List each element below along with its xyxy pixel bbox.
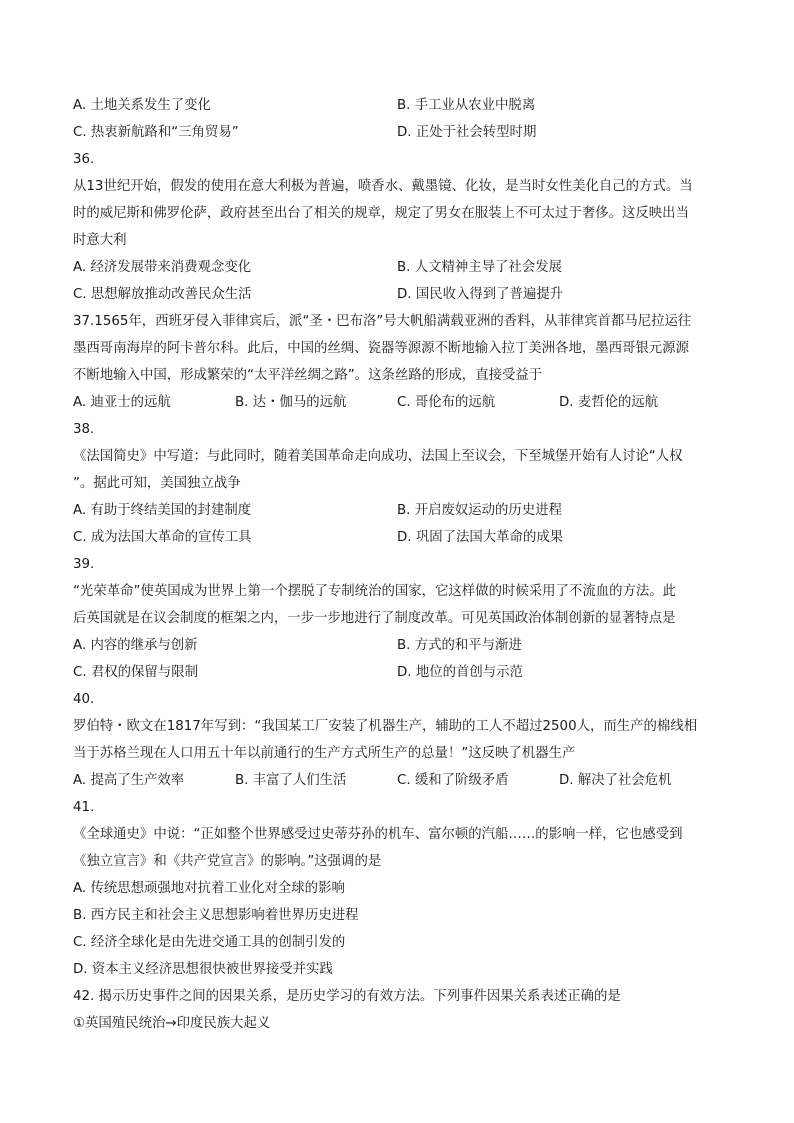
q41-number: 41. [73, 800, 95, 815]
q38-number: 38. [73, 422, 95, 437]
q37-options-row [73, 389, 723, 416]
q37-option-b: B. 达・伽马的远航 [235, 395, 347, 410]
q39-option-b: B. 方式的和平与渐进 [397, 638, 522, 653]
q35-option-b: B. 手工业从农业中脱离 [397, 98, 536, 113]
q35-option-d: D. 正处于社会转型时期 [397, 125, 537, 140]
q40-option-d: D. 解决了社会危机 [559, 773, 672, 788]
q35-option-c: C. 热衷新航路和“三角贸易” [73, 125, 239, 140]
q40-option-b: B. 丰富了人们生活 [235, 773, 347, 788]
q35-options-row-2 [73, 119, 723, 146]
q41-option-b: B. 西方民主和社会主义思想影响着世界历史进程 [73, 908, 359, 923]
q37-stem-line-3: 不断地输入中国，形成繁荣的“太平洋丝绸之路”。这条丝路的形成，直接受益于 [73, 368, 543, 383]
q42-stem-line-1: 42. 揭示历史事件之间的因果关系，是历史学习的有效方法。下列事件因果关系表述正确的是 [73, 989, 621, 1004]
exam-page [73, 92, 723, 1037]
q36-option-d: D. 国民收入得到了普遍提升 [397, 287, 564, 302]
q35-options-row-1 [73, 92, 723, 119]
q38-stem-line-2: ”。据此可知，美国独立战争 [73, 476, 241, 491]
q41-option-c: C. 经济全球化是由先进交通工具的创制引发的 [73, 935, 346, 950]
q38-option-d: D. 巩固了法国大革命的成果 [397, 530, 564, 545]
q39-option-d: D. 地位的首创与示范 [397, 665, 523, 680]
q38-options-row-2 [73, 524, 723, 551]
q37-option-c: C. 哥伦布的远航 [397, 395, 496, 410]
q39-option-a: A. 内容的继承与创新 [73, 638, 198, 653]
q40-number: 40. [73, 692, 95, 707]
q39-number: 39. [73, 557, 95, 572]
q42-item-1: ①英国殖民统治→印度民族大起义 [73, 1016, 271, 1031]
q39-stem-line-2: 后英国就是在议会制度的框架之内，一步一步地进行了制度改革。可见英国政治体制创新的显著特点是 [73, 611, 676, 626]
q41-option-d: D. 资本主义经济思想很快被世界接受并实践 [73, 962, 333, 977]
q36-option-a: A. 经济发展带来消费观念变化 [73, 260, 252, 275]
q39-option-c: C. 君权的保留与限制 [73, 665, 198, 680]
q38-options-row-1 [73, 497, 723, 524]
q40-stem-line-1: 罗伯特・欧文在1817年写到：“我国某工厂安装了机器生产，辅助的工人不超过2500人，而生产的棉线相 [73, 719, 698, 734]
q40-options-row [73, 767, 723, 794]
q37-option-d: D. 麦哲伦的远航 [559, 395, 659, 410]
q40-option-a: A. 提高了生产效率 [73, 773, 185, 788]
q36-option-b: B. 人文精神主导了社会发展 [397, 260, 562, 275]
q36-stem-line-2: 时的威尼斯和佛罗伦萨，政府甚至出台了相关的规章，规定了男女在服装上不可太过于奢侈。这反映出当 [73, 206, 689, 221]
q38-option-a: A. 有助于终结美国的封建制度 [73, 503, 252, 518]
q41-option-a: A. 传统思想顽强地对抗着工业化对全球的影响 [73, 881, 345, 896]
q38-option-c: C. 成为法国大革命的宣传工具 [73, 530, 252, 545]
q36-stem-line-3: 时意大利 [73, 233, 127, 248]
q40-option-c: C. 缓和了阶级矛盾 [397, 773, 509, 788]
q37-option-a: A. 迪亚士的远航 [73, 395, 171, 410]
q39-options-row-2 [73, 659, 723, 686]
q37-stem-line-2: 墨西哥南海岸的阿卡普尔科。此后，中国的丝绸、瓷器等源源不断地输入拉丁美洲各地，墨西哥银元源源 [73, 341, 689, 356]
q41-stem-line-2: 《独立宣言》和《共产党宣言》的影响。”这强调的是 [73, 854, 382, 869]
q36-options-row-1 [73, 254, 723, 281]
q36-number: 36. [73, 152, 95, 167]
q36-option-c: C. 思想解放推动改善民众生活 [73, 287, 252, 302]
q39-options-row-1 [73, 632, 723, 659]
q37-stem-line-1: 37.1565年，西班牙侵入菲律宾后，派“圣・巴布洛”号大帆船满载亚洲的香料，从菲律宾首都马尼拉运往 [73, 314, 692, 329]
q39-stem-line-1: “光荣革命”使英国成为世界上第一个摆脱了专制统治的国家，它这样做的时候采用了不流血的方法。此 [73, 584, 677, 599]
q41-stem-line-1: 《全球通史》中说：“正如整个世界感受过史蒂芬孙的机车、富尔顿的汽船……的影响一样，它也感受到 [73, 827, 683, 842]
q36-stem-line-1: 从13世纪开始，假发的使用在意大利极为普遍，喷香水、戴墨镜、化妆，是当时女性美化自己的方式。当 [73, 179, 693, 194]
q38-option-b: B. 开启废奴运动的历史进程 [397, 503, 562, 518]
q40-stem-line-2: 当于苏格兰现在人口用五十年以前通行的生产方式所生产的总量！”这反映了机器生产 [73, 746, 576, 761]
q38-stem-line-1: 《法国简史》中写道：与此同时，随着美国革命走向成功，法国上至议会，下至城堡开始有人讨论“人权 [73, 449, 683, 464]
q36-options-row-2 [73, 281, 723, 308]
q35-option-a: A. 土地关系发生了变化 [73, 98, 211, 113]
